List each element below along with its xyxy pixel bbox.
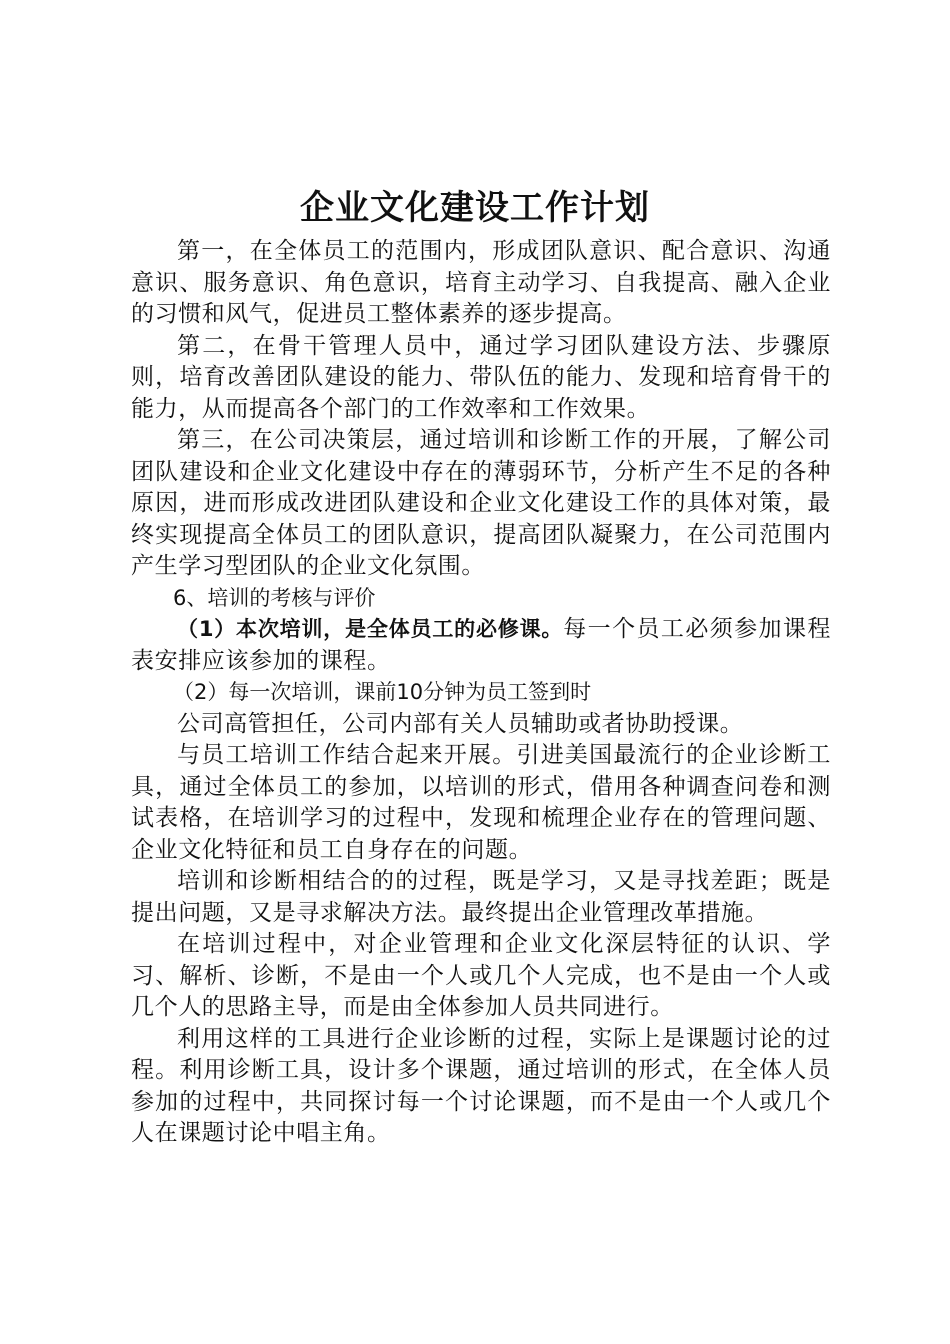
paragraph-instructors: 公司高管担任，公司内部有关人员辅助或者协助授课。 xyxy=(177,710,744,737)
paragraph-goal-1: 第一，在全体员工的范围内，形成团队意识、配合意识、沟通意识、服务意识、角色意识，培育主动学习、自我提高、融入企业的习惯和风气，促进员工整体素养的逐步提高。 xyxy=(131,238,831,327)
assessment-item-1-text: 每一个员工必须参加课程表安排应该参加的课程。 xyxy=(131,616,831,674)
document-title: 企业文化建设工作计划 xyxy=(300,188,650,228)
document-body xyxy=(131,236,831,1150)
paragraph-diagnosis-tools: 与员工培训工作结合起来开展。引进美国最流行的企业诊断工具，通过全体员工的参加，以培训的形式，借用各种调查问卷和测试表格，在培训学习的过程中，发现和梳理企业存在的管理问题、企业文化特征和员工自身存在的问题。 xyxy=(131,742,831,863)
paragraph-training-process: 在培训过程中，对企业管理和企业文化深层特征的认识、学习、解析、诊断，不是由一个人或几个人完成，也不是由一个人或几个人的思路主导，而是由全体参加人员共同进行。 xyxy=(131,931,831,1020)
section-heading: 6、培训的考核与评价 xyxy=(173,585,376,610)
assessment-item-1 xyxy=(131,614,831,677)
paragraph-goal-2: 第二，在骨干管理人员中，通过学习团队建设方法、步骤原则，培育改善团队建设的能力、带队伍的能力、发现和培育骨干的能力，从而提高各个部门的工作效率和工作效果。 xyxy=(131,332,831,422)
paragraph-goal-3: 第三，在公司决策层，通过培训和诊断工作的开展，了解公司团队建设和企业文化建设中存在的薄弱环节，分析产生不足的各种原因，进而形成改进团队建设和企业文化建设工作的具体对策，最终实现提高全体员工的团队意识，提高团队凝聚力，在公司范围内产生学习型团队的企业文化氛围。 xyxy=(131,427,831,579)
paragraph-topic-discussion: 利用这样的工具进行企业诊断的过程，实际上是课题讨论的过程。利用诊断工具，设计多个课题，通过培训的形式，在全体人员参加的过程中，共同探讨每一个讨论课题，而不是由一个人或几个人在课题讨论中唱主角。 xyxy=(131,1025,831,1146)
assessment-item-2: （2）每一次培训，课前10分钟为员工签到时 xyxy=(173,680,592,704)
assessment-item-1-bold: （1）本次培训，是全体员工的必修课。 xyxy=(177,617,564,641)
paragraph-training-diagnosis: 培训和诊断相结合的的过程，既是学习，又是寻找差距；既是提出问题，又是寻求解决方法。最终提出企业管理改革措施。 xyxy=(131,868,831,926)
